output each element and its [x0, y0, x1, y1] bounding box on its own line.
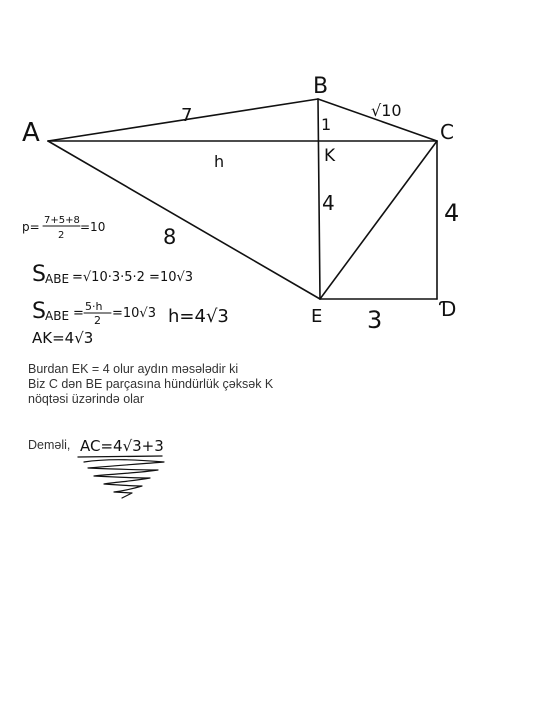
- area1-subscript: ABE: [45, 272, 70, 286]
- area-heron-formula: [32, 262, 193, 287]
- area2-result: =10√3: [112, 306, 156, 321]
- h-result: h=4√3: [168, 306, 229, 327]
- conclusion-formula: AC=4√3+3: [80, 437, 164, 455]
- perimeter-lhs: p=: [22, 220, 40, 234]
- perimeter-denominator: 2: [58, 230, 65, 241]
- label-bk: 1: [321, 115, 332, 134]
- point-a-label: A: [22, 118, 40, 148]
- point-c-label: C: [440, 120, 454, 144]
- note-line-2: Biz C dən BE parçasına hündürlük çəksək K: [28, 377, 274, 391]
- explanation-note: [28, 362, 273, 407]
- area1-rhs: =√10·3·5·2 =10√3: [72, 270, 194, 285]
- label-cd: 4: [444, 199, 460, 227]
- point-d-label: Ɗ: [440, 297, 457, 321]
- point-b-label: B: [313, 74, 329, 99]
- segment-be: [318, 99, 320, 299]
- conclusion-label: Deməli,: [28, 438, 71, 452]
- label-bc: √10: [371, 101, 402, 120]
- area2-numerator: 5·h: [85, 300, 103, 313]
- note-line-3: nöqtəsi üzərində olar: [28, 392, 145, 406]
- label-ed: 3: [367, 306, 383, 334]
- label-ke: 4: [322, 191, 335, 215]
- ak-result: AK=4√3: [32, 329, 94, 347]
- point-e-label: E: [311, 306, 323, 327]
- label-ae: 8: [163, 225, 177, 249]
- area1-s: S: [32, 262, 46, 287]
- area2-denominator: 2: [94, 314, 101, 327]
- perimeter-result: =10: [80, 220, 106, 234]
- perimeter-numerator: 7+5+8: [44, 215, 80, 226]
- label-ab: 7: [181, 105, 193, 126]
- perimeter-formula: [22, 215, 105, 241]
- area2-equals: =: [73, 306, 84, 321]
- area-height-formula: [32, 299, 229, 327]
- figure-lines: [48, 99, 437, 299]
- area2-s: S: [32, 299, 46, 324]
- area2-subscript: ABE: [45, 309, 70, 323]
- segment-ce: [320, 141, 437, 299]
- point-k-label: K: [324, 146, 336, 166]
- label-ak: h: [214, 152, 225, 171]
- note-line-1: Burdan EK = 4 olur aydın məsələdir ki: [28, 362, 239, 376]
- underline-scribble: [78, 456, 164, 498]
